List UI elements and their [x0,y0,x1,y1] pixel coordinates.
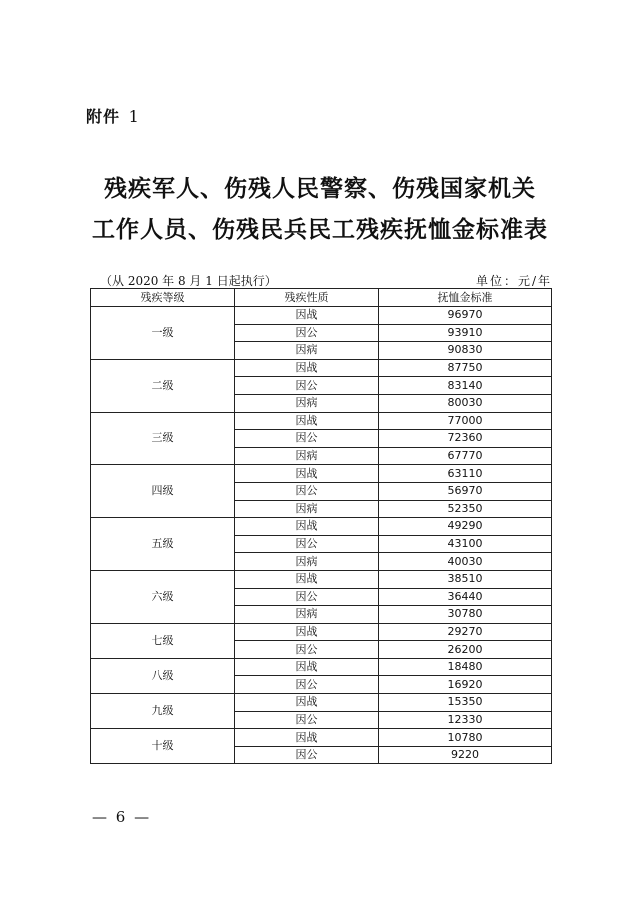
header-grade: 残疾等级 [91,289,235,307]
nature-cell: 因公 [235,641,379,659]
amount-cell: 43100 [379,535,552,553]
nature-cell: 因战 [235,412,379,430]
grade-cell: 四级 [91,465,235,518]
amount-cell: 56970 [379,482,552,500]
attachment-label [86,104,140,127]
amount-cell: 67770 [379,447,552,465]
amount-cell: 96970 [379,307,552,325]
amount-cell: 38510 [379,570,552,588]
nature-cell: 因病 [235,342,379,360]
amount-cell: 29270 [379,623,552,641]
amount-cell: 36440 [379,588,552,606]
nature-cell: 因战 [235,465,379,483]
header-nature: 残疾性质 [235,289,379,307]
amount-cell: 49290 [379,518,552,536]
table-row [91,359,552,377]
amount-cell: 18480 [379,658,552,676]
amount-cell: 52350 [379,500,552,518]
nature-cell: 因病 [235,447,379,465]
amount-cell: 80030 [379,394,552,412]
nature-cell: 因战 [235,359,379,377]
amount-cell: 16920 [379,676,552,694]
nature-cell: 因战 [235,518,379,536]
table-row [91,623,552,641]
amount-cell: 26200 [379,641,552,659]
nature-cell: 因公 [235,324,379,342]
grade-cell: 十级 [91,729,235,764]
amount-cell: 30780 [379,606,552,624]
pension-standard-table [90,288,552,764]
grade-cell: 七级 [91,623,235,658]
amount-cell: 83140 [379,377,552,395]
header-amount: 抚恤金标准 [379,289,552,307]
table-body [91,307,552,764]
amount-cell: 72360 [379,430,552,448]
nature-cell: 因战 [235,570,379,588]
table-row [91,518,552,536]
table-row [91,658,552,676]
nature-cell: 因战 [235,623,379,641]
nature-cell: 因公 [235,377,379,395]
grade-cell: 一级 [91,307,235,360]
table-row [91,570,552,588]
unit-note: 单位：元/年 [475,274,552,288]
table-row [91,412,552,430]
nature-cell: 因公 [235,711,379,729]
effective-date-note: （从 2020 年 8 月 1 日起执行） [100,274,277,288]
amount-cell: 87750 [379,359,552,377]
table-row [91,307,552,325]
amount-cell: 15350 [379,694,552,712]
grade-cell: 五级 [91,518,235,571]
nature-cell: 因病 [235,500,379,518]
nature-cell: 因公 [235,482,379,500]
nature-cell: 因公 [235,746,379,764]
nature-cell: 因病 [235,606,379,624]
nature-cell: 因战 [235,694,379,712]
table-header-row [91,289,552,307]
nature-cell: 因公 [235,588,379,606]
amount-cell: 10780 [379,729,552,747]
nature-cell: 因病 [235,553,379,571]
page-number: — 6 — [92,808,152,826]
amount-cell: 77000 [379,412,552,430]
grade-cell: 三级 [91,412,235,465]
amount-cell: 90830 [379,342,552,360]
nature-cell: 因公 [235,430,379,448]
page-title-line-1: 残疾军人、伤残人民警察、伤残国家机关 [104,176,536,202]
amount-cell: 12330 [379,711,552,729]
grade-cell: 六级 [91,570,235,623]
attachment-text: 附件 [86,107,121,126]
grade-cell: 二级 [91,359,235,412]
grade-cell: 九级 [91,694,235,729]
amount-cell: 9220 [379,746,552,764]
table-row [91,694,552,712]
page-title-line-2: 工作人员、伤残民兵民工残疾抚恤金标准表 [92,217,548,243]
amount-cell: 63110 [379,465,552,483]
table-row [91,729,552,747]
nature-cell: 因公 [235,676,379,694]
grade-cell: 八级 [91,658,235,693]
amount-cell: 93910 [379,324,552,342]
nature-cell: 因战 [235,658,379,676]
table-row [91,465,552,483]
nature-cell: 因公 [235,535,379,553]
nature-cell: 因战 [235,729,379,747]
amount-cell: 40030 [379,553,552,571]
nature-cell: 因战 [235,307,379,325]
attachment-number: 1 [128,107,140,126]
nature-cell: 因病 [235,394,379,412]
